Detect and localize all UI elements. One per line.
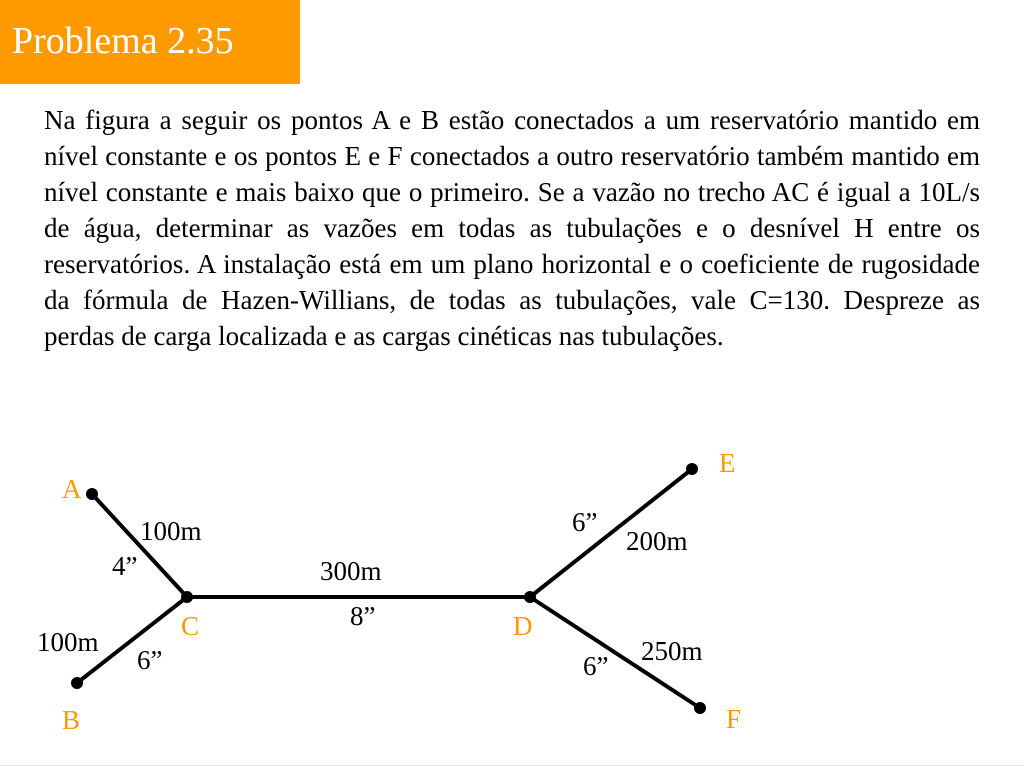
pipe-bc-length: 100m (37, 627, 99, 657)
node-b (71, 677, 83, 689)
pipe-df-length: 250m (641, 636, 703, 666)
pipe-cd-diameter: 8” (350, 601, 376, 631)
pipe-cd-length: 300m (320, 556, 382, 586)
slide-title: Problema 2.35 (0, 0, 300, 84)
node-f (694, 702, 706, 714)
point-label-a: A (62, 474, 82, 504)
pipe-bc-diameter: 6” (137, 645, 163, 675)
point-label-e: E (719, 448, 736, 478)
node-e (686, 463, 698, 475)
node-c (181, 591, 193, 603)
problem-statement: Na figura a seguir os pontos A e B estão conectados a um reservatório mantido em nível constante e os pontos E e F conectados a outro reservatório também mantido em nível constante e mais baixo que o primeiro. Se a vazão no trecho AC é igual a 10L/s de água, determinar as vazões em todas as tubulações e o desnível H entre os reservatórios. A instalação está em um plano horizontal e o coeficiente de rugosidade da fórmula de Hazen-Willians, de todas as tubulações, vale C=130. Despreze as perdas de carga localizada e as cargas cinéticas nas tubulações. (44, 105, 980, 351)
pipe-ac-length: 100m (140, 516, 202, 546)
pipe-de-length: 200m (626, 526, 688, 556)
pipe-df-diameter: 6” (583, 651, 609, 681)
node-d (524, 591, 536, 603)
point-label-b: B (62, 705, 81, 735)
node-a (86, 488, 98, 500)
point-label-f: F (726, 704, 742, 734)
footer-divider (0, 765, 1024, 766)
pipe-ac-diameter: 4” (112, 551, 138, 581)
point-label-c: C (181, 611, 200, 641)
pipe-de-diameter: 6” (572, 507, 598, 537)
point-label-d: D (513, 611, 533, 641)
